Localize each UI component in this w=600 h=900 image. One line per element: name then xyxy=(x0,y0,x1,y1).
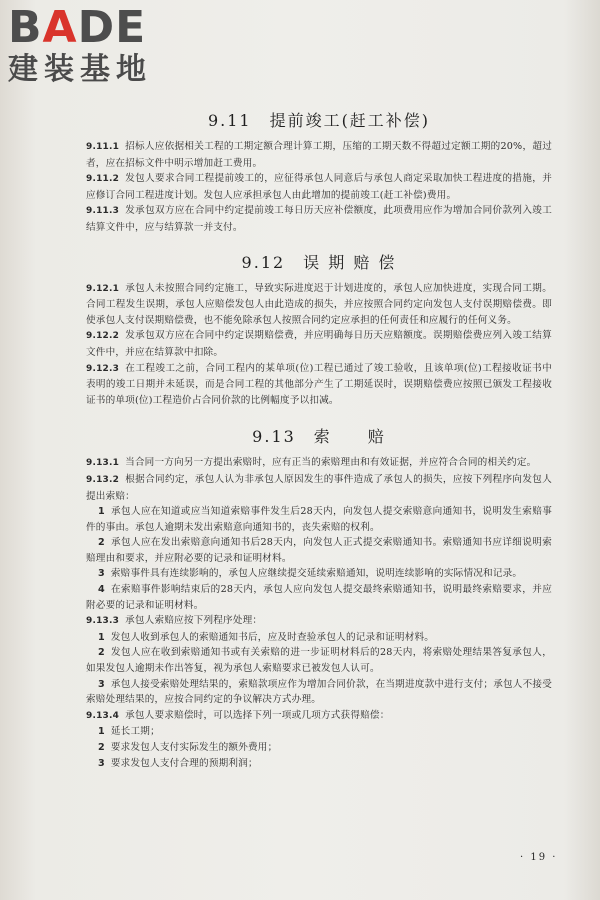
list-item xyxy=(86,756,552,772)
clause-text: 在工程竣工之前，合同工程内的某单项(位)工程已通过了竣工验收，且该单项(位)工程接收证书中表明的竣工日期并未延误，而是合同工程的其他部分产生了工期延误时，误期赔偿费应按照已颁发工程接收证书的单项(位)工程造价占合同价款的比例幅度予以扣减。 xyxy=(86,362,552,406)
list-text: 发包人应在收到索赔通知书或有关索赔的进一步证明材料后的28天内，将索赔处理结果答复承包人，如果发包人逾期未作出答复，视为承包人索赔要求已被发包人认可。 xyxy=(86,647,552,675)
clause-number: 9.13.3 xyxy=(86,616,120,627)
list-text: 发包人收到承包人的索赔通知书后，应及时查验承包人的记录和证明材料。 xyxy=(110,631,435,643)
clause-9-12-2 xyxy=(86,328,552,360)
list-number: 3 xyxy=(98,757,105,769)
clause-9-13-2 xyxy=(86,472,552,504)
list-number: 2 xyxy=(98,537,105,549)
clause-9-12-3 xyxy=(86,361,552,409)
list-number: 3 xyxy=(98,568,105,580)
list-text: 延长工期； xyxy=(110,726,160,738)
clause-9-13-3 xyxy=(86,613,552,630)
clause-text: 承包人未按照合同约定施工，导致实际进度迟于计划进度的，承包人应加快进度，实现合同工期。合同工程发生误期，承包人应赔偿发包人由此造成的损失，并应按照合同约定向发包人支付误期赔偿费。即使承包人支付误期赔偿费，也不能免除承包人按照合同约定应承担的任何责任和应履行的任何义务。 xyxy=(86,282,552,326)
clause-number: 9.13.1 xyxy=(86,458,120,469)
clause-number: 9.11.1 xyxy=(86,142,120,152)
logo-wordmark: BADE xyxy=(8,2,147,53)
list-item xyxy=(86,630,552,646)
brand-logo xyxy=(8,4,178,96)
list-number: 1 xyxy=(98,506,105,518)
section-heading-9-11: 9.11 提前竣工(赶工补偿) xyxy=(207,111,431,130)
clause-number: 9.13.4 xyxy=(86,710,120,721)
list-text: 要求发包人支付实际发生的额外费用； xyxy=(110,742,278,753)
clause-text: 招标人应依据相关工程的工期定额合理计算工期，压缩的工期天数不得超过定额工期的20%，超过者，应在招标文件中明示增加赶工费用。 xyxy=(86,141,552,169)
clause-text: 发包人要求合同工程提前竣工的，应征得承包人同意后与承包人商定采取加快工程进度的措施，并应修订合同工程进度计划。发包人应承担承包人由此增加的提前竣工(赶工补偿)费用。 xyxy=(86,173,552,201)
clause-number: 9.11.2 xyxy=(86,174,120,185)
document-body xyxy=(86,108,552,771)
clause-text: 根据合同约定，承包人认为非承包人原因发生的事件造成了承包人的损失，应按下列程序向发包人提出索赔： xyxy=(86,473,552,502)
clause-number: 9.12.2 xyxy=(86,331,120,342)
list-item xyxy=(86,504,552,535)
list-number: 2 xyxy=(98,742,105,753)
list-text: 承包人应在发出索赔意向通知书后28天内，向发包人正式提交索赔通知书。索赔通知书应详细说明索赔理由和要求，并应附必要的记录和证明材料。 xyxy=(86,537,552,564)
clause-number: 9.12.3 xyxy=(86,363,120,374)
list-item xyxy=(86,724,552,740)
clause-9-13-4 xyxy=(86,708,552,725)
list-text: 要求发包人支付合理的预期利润； xyxy=(110,757,258,769)
clause-number: 9.13.2 xyxy=(86,474,120,485)
clause-9-11-2 xyxy=(86,171,552,203)
clause-text: 发承包双方应在合同中约定误期赔偿费，并应明确每日历天应赔额度。误期赔偿费应列入竣工结算文件中，并应在结算款中扣除。 xyxy=(86,330,552,358)
clause-number: 9.12.1 xyxy=(86,283,120,294)
section-heading-9-12: 9.12 误 期 赔 偿 xyxy=(241,252,397,272)
list-item xyxy=(86,740,552,756)
logo-chinese-name: 建装基地 xyxy=(8,52,152,87)
list-text: 索赔事件具有连续影响的，承包人应继续提交延续索赔通知，说明连续影响的实际情况和记录。 xyxy=(110,568,523,580)
list-text: 承包人应在知道或应当知道索赔事件发生后28天内，向发包人提交索赔意向通知书，说明发生索赔事件的事由。承包人逾期未发出索赔意向通知书的，丧失索赔的权利。 xyxy=(86,506,552,533)
clause-9-11-1 xyxy=(86,139,552,171)
list-number: 1 xyxy=(98,726,105,738)
list-item xyxy=(86,566,552,582)
clause-9-12-1 xyxy=(86,281,552,329)
page-number: · 19 · xyxy=(520,852,558,863)
list-number: 4 xyxy=(98,584,105,596)
clause-text: 承包人要求赔偿时，可以选择下列一项或几项方式获得赔偿： xyxy=(125,709,390,721)
list-item xyxy=(86,535,552,566)
list-number: 1 xyxy=(98,631,105,643)
clause-9-11-3 xyxy=(86,203,552,235)
clause-number: 9.11.3 xyxy=(86,206,120,217)
list-item xyxy=(86,582,552,613)
list-text: 在索赔事件影响结束后的28天内，承包人应向发包人提交最终索赔通知书，说明最终索赔要求，并应附必要的记录和证明材料。 xyxy=(86,584,552,611)
list-number: 2 xyxy=(98,647,105,659)
section-heading-9-13: 9.13 索 赔 xyxy=(252,427,386,447)
list-item xyxy=(86,677,552,708)
clause-text: 当合同一方向另一方提出索赔时，应有正当的索赔理由和有效证据，并应符合合同的相关约定。 xyxy=(125,457,537,469)
list-item xyxy=(86,645,552,676)
list-number: 3 xyxy=(98,678,105,690)
clause-text: 承包人索赔应按下列程序处理： xyxy=(125,615,263,627)
clause-text: 发承包双方应在合同中约定提前竣工每日历天应补偿额度，此项费用应作为增加合同价款列入竣工结算文件中，应与结算款一并支付。 xyxy=(86,205,552,233)
clause-9-13-1 xyxy=(86,455,552,472)
list-text: 承包人接受索赔处理结果的，索赔款项应作为增加合同价款，在当期进度款中进行支付；承包人不接受索赔处理结果的，应按合同约定的争议解决方式办理。 xyxy=(86,678,552,706)
